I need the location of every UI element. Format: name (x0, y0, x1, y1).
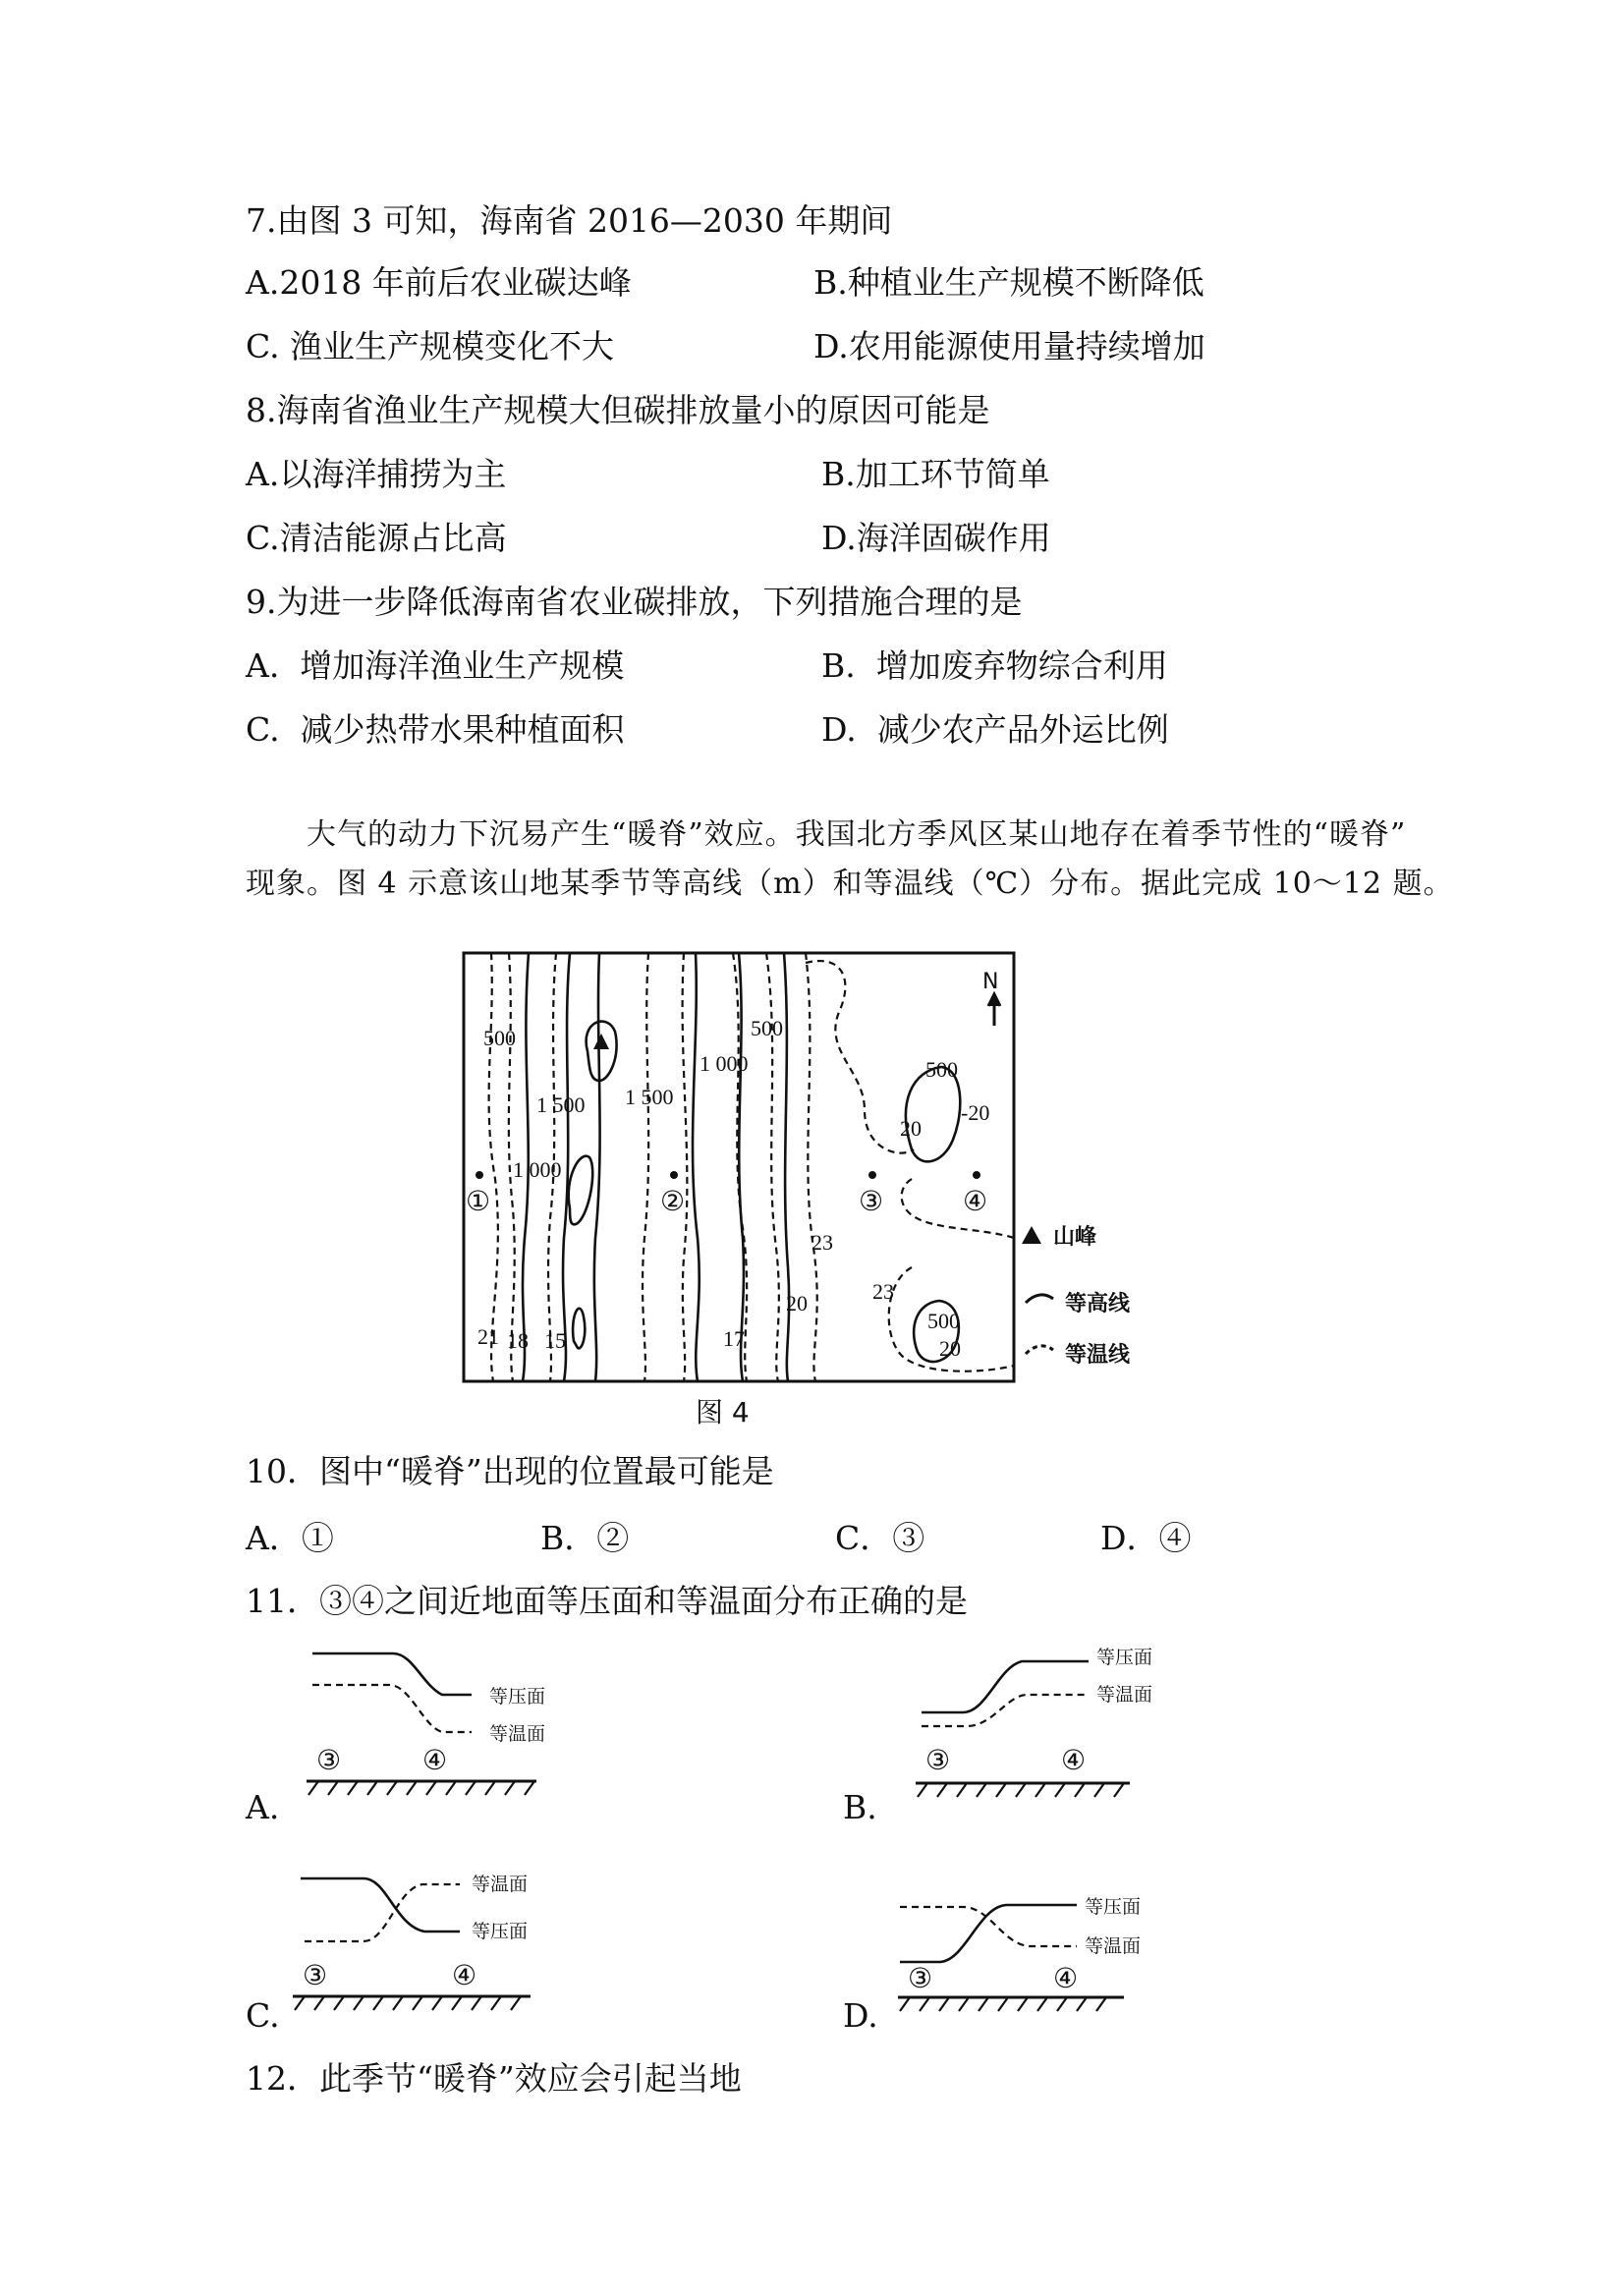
isotherm-label: 23 (872, 1279, 894, 1304)
isotherm-label: 23 (812, 1230, 833, 1255)
point-2 (660, 1171, 685, 1217)
svg-text:②: ② (660, 1187, 686, 1217)
q11-diagram-d[interactable] (884, 1872, 1179, 2019)
contour-label: 500 (925, 1057, 958, 1082)
contour-legend-icon (1026, 1295, 1053, 1303)
svg-text:④: ④ (1053, 1964, 1079, 1994)
svg-text:③: ③ (925, 1746, 951, 1776)
q9-option-a[interactable]: A. 增加海洋渔业生产规模 (246, 646, 625, 685)
q9-option-b[interactable]: B. 增加废弃物综合利用 (821, 646, 1168, 685)
svg-text:等压面: 等压面 (489, 1686, 546, 1708)
q7-option-b[interactable]: B.种植业生产规模不断降低 (813, 263, 1204, 302)
q8-option-b[interactable]: B.加工环节简单 (821, 455, 1050, 493)
q7-option-d[interactable]: D.农用能源使用量持续增加 (813, 327, 1205, 365)
svg-text:③: ③ (859, 1187, 884, 1217)
svg-text:④: ④ (452, 1961, 477, 1991)
svg-text:等温面: 等温面 (1085, 1935, 1142, 1957)
isotherm-label: 18 (507, 1328, 529, 1353)
q8-option-a[interactable]: A.以海洋捕捞为主 (246, 455, 507, 493)
svg-text:等高线: 等高线 (1065, 1292, 1131, 1316)
isotherm-label: 20 (939, 1336, 961, 1361)
contour-label: 1 500 (625, 1085, 674, 1109)
q11-option-b-label[interactable]: B. (843, 1788, 877, 1826)
q11-option-a-label[interactable]: A. (246, 1788, 280, 1826)
point-3 (859, 1171, 883, 1217)
q10-option-c[interactable]: C．③ (835, 1519, 925, 1557)
point-4 (963, 1171, 987, 1217)
q11-diagram-a[interactable] (295, 1636, 589, 1803)
isotherm-label: -20 (961, 1100, 990, 1125)
q10-option-a[interactable]: A．① (246, 1519, 334, 1557)
isotherm-label: 20 (786, 1291, 808, 1316)
q10-stem: 10．图中“暖脊”出现的位置最可能是 (246, 1452, 774, 1490)
north-arrow-icon (988, 994, 1000, 1026)
map-legend (1022, 1224, 1131, 1368)
q12-stem: 12．此季节“暖脊”效应会引起当地 (246, 2059, 742, 2098)
isotherm-label: 17 (723, 1326, 745, 1351)
contour-label: 1 000 (700, 1051, 749, 1076)
svg-text:④: ④ (963, 1187, 988, 1217)
q11-option-c-label[interactable]: C. (246, 1996, 280, 2035)
svg-text:③: ③ (303, 1961, 328, 1991)
q7-option-c[interactable]: C. 渔业生产规模变化不大 (246, 327, 615, 365)
q9-stem: 9.为进一步降低海南省农业碳排放，下列措施合理的是 (246, 583, 1023, 621)
contour-lines (523, 953, 960, 1381)
q9-option-c[interactable]: C. 减少热带水果种植面积 (246, 710, 625, 749)
svg-text:等温面: 等温面 (472, 1874, 529, 1895)
passage-line-2: 现象。图 4 示意该山地某季节等高线（m）和等温线（℃）分布。据此完成 10～12 题。 (246, 867, 1454, 901)
q10-option-b[interactable]: B．② (540, 1519, 630, 1557)
figure-4-map (452, 943, 1159, 1395)
svg-text:等温面: 等温面 (489, 1723, 546, 1745)
passage-line-1: 大气的动力下沉易产生“暖脊”效应。我国北方季风区某山地存在着季节性的“暖脊” (307, 817, 1407, 852)
svg-text:④: ④ (1061, 1746, 1087, 1776)
q8-stem: 8.海南省渔业生产规模大但碳排放量小的原因可能是 (246, 391, 990, 429)
svg-text:④: ④ (422, 1746, 448, 1776)
q11-diagram-c[interactable] (285, 1857, 580, 2014)
isotherm-label: 21 (477, 1324, 499, 1349)
svg-text:等压面: 等压面 (472, 1921, 529, 1942)
svg-text:等压面: 等压面 (1096, 1647, 1153, 1668)
isotherm-legend-icon (1026, 1346, 1053, 1354)
svg-text:①: ① (466, 1187, 491, 1217)
contour-label: 500 (927, 1309, 960, 1333)
svg-text:③: ③ (908, 1964, 933, 1994)
svg-text:等温线: 等温线 (1065, 1343, 1131, 1368)
q7-option-a[interactable]: A.2018 年前后农业碳达峰 (246, 263, 632, 302)
isotherm-label-group (477, 1100, 989, 1361)
svg-text:③: ③ (316, 1746, 342, 1776)
q8-option-d[interactable]: D.海洋固碳作用 (821, 519, 1051, 557)
q8-option-c[interactable]: C.清洁能源占比高 (246, 519, 507, 557)
contour-label: 1 000 (513, 1157, 562, 1182)
q11-stem: 11．③④之间近地面等压面和等温面分布正确的是 (246, 1582, 968, 1620)
peak-marker (593, 1034, 609, 1049)
contour-label: 500 (751, 1016, 783, 1040)
q11-option-d-label[interactable]: D. (843, 1996, 878, 2035)
isotherm-label: 20 (900, 1116, 922, 1141)
q10-option-d[interactable]: D．④ (1100, 1519, 1192, 1557)
svg-text:等压面: 等压面 (1085, 1896, 1142, 1918)
point-1 (466, 1171, 490, 1217)
north-label: N (982, 970, 999, 994)
contour-label: 1 500 (536, 1092, 586, 1117)
svg-text:山峰: 山峰 (1053, 1225, 1097, 1250)
isotherm-label: 15 (544, 1328, 566, 1353)
contour-label: 500 (483, 1026, 516, 1050)
svg-text:等温面: 等温面 (1096, 1684, 1153, 1706)
figure-4-caption: 图 4 (696, 1396, 750, 1428)
q11-diagram-b[interactable] (904, 1636, 1199, 1803)
q7-stem: 7.由图 3 可知，海南省 2016—2030 年期间 (246, 201, 893, 240)
q9-option-d[interactable]: D. 减少农产品外运比例 (821, 710, 1169, 749)
peak-legend-icon (1022, 1226, 1041, 1244)
